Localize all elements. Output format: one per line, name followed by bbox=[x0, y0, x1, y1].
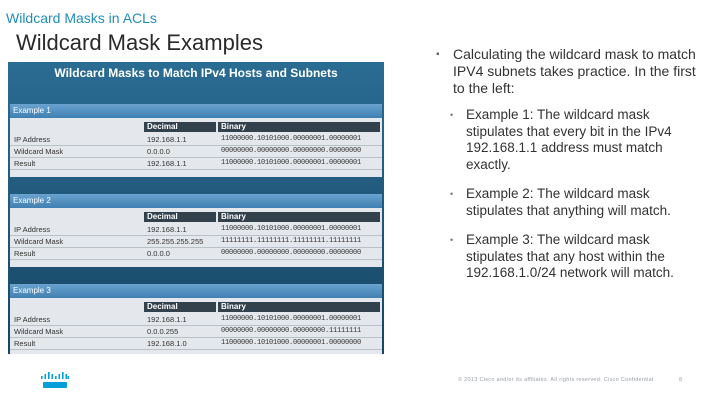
example-table bbox=[10, 208, 382, 267]
table-row bbox=[10, 248, 382, 260]
decimal-value: 192.168.1.1 bbox=[147, 225, 187, 234]
decimal-value: 192.168.1.1 bbox=[147, 159, 187, 168]
sub-bullet bbox=[450, 107, 692, 173]
decimal-value: 192.168.1.1 bbox=[147, 315, 187, 324]
binary-value: 11000000.10101000.00000001.00000000 bbox=[221, 339, 362, 347]
column-header-binary: Binary bbox=[218, 302, 380, 312]
dot-bullet-icon: • bbox=[450, 110, 454, 120]
table-row bbox=[10, 134, 382, 146]
binary-value: 00000000.00000000.00000000.11111111 bbox=[221, 327, 362, 335]
decimal-value: 0.0.0.0 bbox=[147, 147, 170, 156]
example-table bbox=[10, 298, 382, 354]
bullet-list bbox=[436, 46, 696, 295]
sub-bullet bbox=[450, 232, 692, 282]
row-label: Wildcard Mask bbox=[14, 237, 64, 246]
bullet-text: Calculating the wildcard mask to match IPV4 subnets takes practice. In the first to the left: bbox=[453, 46, 696, 96]
bullet-main bbox=[436, 46, 696, 97]
example-3 bbox=[10, 284, 382, 354]
column-header-decimal: Decimal bbox=[144, 302, 216, 312]
binary-value: 11000000.10101000.00000001.00000001 bbox=[221, 135, 362, 143]
row-label: Result bbox=[14, 339, 36, 348]
binary-value: 00000000.00000000.00000000.00000000 bbox=[221, 147, 362, 155]
row-label: IP Address bbox=[14, 315, 51, 324]
copyright-footer: © 2013 Cisco and/or its affiliates. All rights reserved. Cisco Confidential bbox=[458, 377, 654, 383]
section-title: Wildcard Masks in ACLs bbox=[6, 10, 157, 26]
binary-value: 00000000.00000000.00000000.00000000 bbox=[221, 249, 362, 257]
row-label: Wildcard Mask bbox=[14, 327, 64, 336]
decimal-value: 255.255.255.255 bbox=[147, 237, 204, 246]
binary-value: 11000000.10101000.00000001.00000001 bbox=[221, 225, 362, 233]
table-row bbox=[10, 224, 382, 236]
example-2 bbox=[10, 194, 382, 267]
column-header-decimal: Decimal bbox=[144, 212, 216, 222]
row-label: Result bbox=[14, 249, 36, 258]
example-1 bbox=[10, 104, 382, 177]
table-row bbox=[10, 158, 382, 170]
binary-value: 11000000.10101000.00000001.00000001 bbox=[221, 159, 362, 167]
table-row bbox=[10, 326, 382, 338]
wildcard-mask-figure bbox=[8, 62, 384, 354]
column-header-binary: Binary bbox=[218, 212, 380, 222]
table-row bbox=[10, 338, 382, 350]
dot-bullet-icon: • bbox=[450, 189, 454, 199]
slide-title: Wildcard Mask Examples bbox=[16, 30, 263, 55]
example-label: Example 3 bbox=[10, 284, 382, 298]
binary-value: 11000000.10101000.00000001.00000001 bbox=[221, 315, 362, 323]
row-label: Result bbox=[14, 159, 36, 168]
example-label: Example 2 bbox=[10, 194, 382, 208]
row-label: IP Address bbox=[14, 225, 51, 234]
sub-bullet-text: Example 2: The wildcard mask stipulates that anything will match. bbox=[466, 186, 671, 218]
sub-bullet-text: Example 1: The wildcard mask stipulates that every bit in the IPv4 192.168.1.1 address must match exactly. bbox=[466, 107, 672, 172]
example-table bbox=[10, 118, 382, 177]
dot-bullet-icon: • bbox=[450, 235, 454, 245]
binary-value: 11111111.11111111.11111111.11111111 bbox=[221, 237, 362, 245]
table-row bbox=[10, 146, 382, 158]
column-header-binary: Binary bbox=[218, 122, 380, 132]
decimal-value: 0.0.0.0 bbox=[147, 249, 170, 258]
column-header-decimal: Decimal bbox=[144, 122, 216, 132]
square-bullet-icon: ▪ bbox=[436, 49, 440, 60]
table-row bbox=[10, 314, 382, 326]
sub-bullet-text: Example 3: The wildcard mask stipulates that any host within the 192.168.1.0/24 network will match. bbox=[466, 232, 674, 280]
decimal-value: 192.168.1.0 bbox=[147, 339, 187, 348]
row-label: IP Address bbox=[14, 135, 51, 144]
decimal-value: 192.168.1.1 bbox=[147, 135, 187, 144]
sub-bullet bbox=[450, 186, 692, 219]
example-label: Example 1 bbox=[10, 104, 382, 118]
cisco-logo bbox=[40, 372, 70, 390]
table-row bbox=[10, 236, 382, 248]
page-number: 8 bbox=[679, 377, 683, 383]
figure-title: Wildcard Masks to Match IPv4 Hosts and Subnets bbox=[54, 66, 338, 80]
row-label: Wildcard Mask bbox=[14, 147, 64, 156]
decimal-value: 0.0.0.255 bbox=[147, 327, 179, 336]
